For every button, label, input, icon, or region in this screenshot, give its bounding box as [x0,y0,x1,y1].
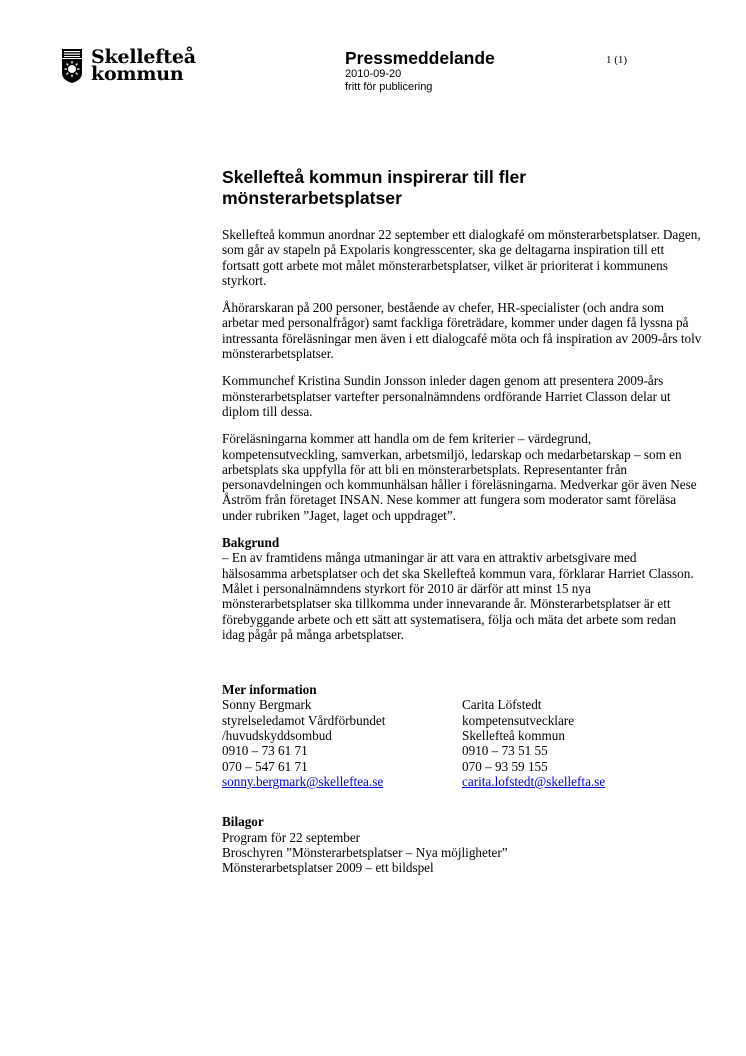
document-date: 2010-09-20 [345,68,402,80]
contact-carita [462,697,702,789]
paragraph: Kommunchef Kristina Sundin Jonsson inleder dagen genom att presentera 2009-års mönsterarbetsplatser vartefter personalnämndens ordförande Harriet Classon delar ut diplom till dessa. [222,373,671,419]
attachments [222,814,702,875]
logo [61,46,196,85]
contact-name: Carita Löfstedt [462,697,542,713]
document-type: Pressmeddelande [345,48,495,68]
article-body [222,167,702,875]
document-header [345,48,495,94]
contact-email-link[interactable]: carita.lofstedt@skellefta.se [462,773,606,789]
attachment-item: Mönsterarbetsplatser 2009 – ett bildspel [222,860,434,876]
contact-phone: 0910 – 73 61 71 [222,743,308,759]
more-info [222,682,702,789]
headline: Skellefteå kommun inspirerar till fler mönsterarbetsplatser [222,167,527,208]
contacts [222,697,702,789]
bakgrund-text: – En av framtidens många utmaningar är att vara en attraktiv arbetsgivare med hälsosamma arbetsplatser och det ska Skellefteå kommun vara, förklarar Harriet Classon. Målet i personalnämndens styrkort för 2010 är därför att minst 15 nya mönsterarbetsplatser ska tillkomma under innevarande år. Mönsterarbetsplatser är ett förebyggande arbete och ett sätt att systematisera, följa och mäta det arbete som redan idag pågår på många arbetsplatser. [222,550,694,642]
contact-org: /huvudskyddsombud [222,728,332,744]
logo-line2: kommun [91,63,184,85]
attachment-item: Broschyren ”Mönsterarbetsplatser – Nya möjligheter” [222,844,508,860]
contact-org: Skellefteå kommun [462,728,565,744]
attachments-heading: Bilagor [222,814,264,830]
contact-title: kompetensutvecklare [462,712,575,728]
logo-line1: Skellefteå [91,46,196,68]
release-note: fritt för publicering [345,81,433,93]
attachment-item: Program för 22 september [222,829,361,845]
contact-mobile: 070 – 547 61 71 [222,758,308,774]
contact-mobile: 070 – 93 59 155 [462,758,548,774]
paragraph: Skellefteå kommun anordnar 22 september ett dialogkafé om mönsterarbetsplatser. Dagen, som går av stapeln på Expolaris kongresscenter, ska ge deltagarna inspiration till ett fortsatt gott arbete mot målet mönsterarbetsplatser, vilket är prioriterat i kommunens styrkort. [222,227,701,288]
contact-name: Sonny Bergmark [222,697,312,713]
crest-icon [61,49,83,83]
page-number: 1 (1) [606,54,628,66]
bakgrund-heading: Bakgrund [222,535,280,551]
contact-sonny [222,697,462,789]
more-info-heading: Mer information [222,682,317,698]
paragraph: Åhörarskaran på 200 personer, bestående av chefer, HR-specialister (och andra som arbetar med personalfrågor) samt fackliga företrädare, kommer under dagen få lyssna på intressanta föreläsningar men även i ett dialogcafé möta och få inspiration av 2009-års tolv mönsterarbetsplatser. [222,300,702,362]
paragraph: Föreläsningarna kommer att handla om de fem kriterier – värdegrund, kompetensutveckling, samverkan, arbetsmiljö, ledarskap och medarbetarskap – som en arbetsplats ska uppfylla för att bli en mönsterarbetsplats. Representanter från personavdelningen och kommunhälsan håller i föreläsningarna. Medverkar gör även Nese Åström från företaget INSAN. Nese kommer att fungera som moderator samt föreläsa under rubriken ”Jaget, laget och uppdraget”. [222,431,697,523]
contact-title: styrelseledamot Vårdförbundet [222,712,386,728]
contact-phone: 0910 – 73 51 55 [462,743,548,759]
contact-email-link[interactable]: sonny.bergmark@skelleftea.se [222,773,384,789]
